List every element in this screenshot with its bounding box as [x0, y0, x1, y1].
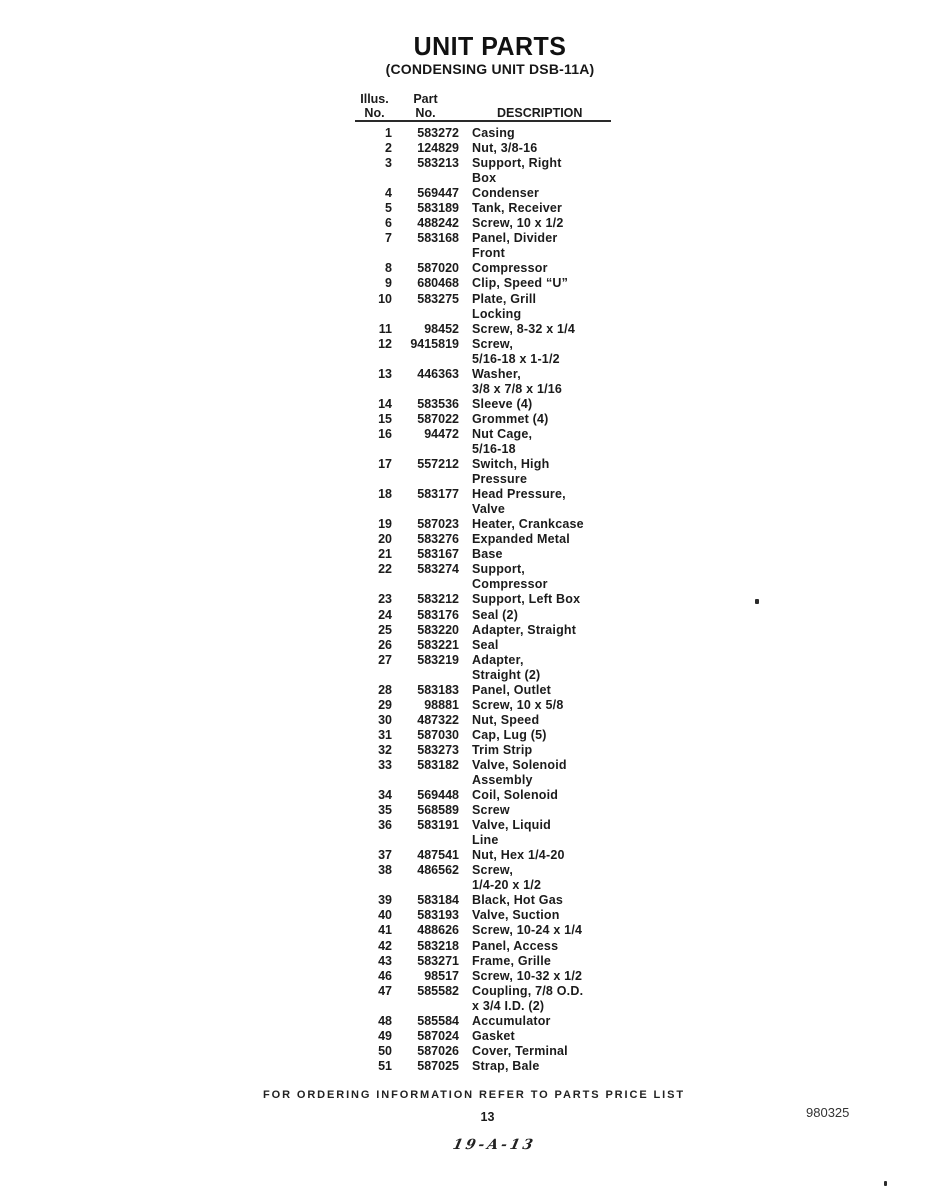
description-cell: Expanded Metal: [472, 532, 570, 547]
table-row: [357, 653, 627, 668]
table-header: [357, 92, 613, 120]
header-rule: [355, 120, 611, 122]
handwritten-note: 19-A-13: [451, 1137, 538, 1153]
table-row: [357, 969, 627, 984]
description-cell: Front: [472, 246, 505, 261]
part-no-cell: 587020: [417, 261, 459, 276]
table-row: [357, 1059, 627, 1074]
illus-no-cell: 9: [385, 276, 392, 291]
table-row: [357, 698, 627, 713]
part-no-cell: 94472: [424, 426, 459, 441]
description-cell: Heater, Crankcase: [472, 517, 584, 532]
table-row: [357, 908, 627, 923]
part-no-cell: 583271: [417, 953, 459, 968]
part-no-cell: 583536: [417, 396, 459, 411]
illus-no-cell: 30: [378, 712, 392, 727]
table-row: [357, 292, 627, 307]
table-row: [357, 201, 627, 216]
illus-no-cell: 29: [378, 697, 392, 712]
part-no-cell: 585584: [417, 1013, 459, 1028]
description-cell: Screw, 10 x 1/2: [472, 216, 564, 231]
part-no-cell: 587025: [417, 1058, 459, 1073]
illus-no-cell: 37: [378, 848, 392, 863]
description-cell: Condenser: [472, 186, 540, 201]
description-cell: 1/4-20 x 1/2: [472, 878, 542, 893]
description-cell: Adapter,: [472, 652, 524, 667]
table-row: [357, 141, 627, 156]
table-row: [357, 547, 627, 562]
scan-speck: [755, 599, 759, 604]
table-row-continuation: [357, 382, 627, 397]
table-row: [357, 261, 627, 276]
description-cell: Valve, Liquid: [472, 818, 552, 833]
illus-no-cell: 47: [378, 983, 392, 998]
table-row: [357, 954, 627, 969]
table-row: [357, 713, 627, 728]
part-no-cell: 583183: [417, 682, 459, 697]
illus-no-cell: 16: [378, 426, 392, 441]
parts-table-body: [357, 126, 627, 1074]
illus-no-cell: 24: [378, 607, 392, 622]
description-cell: Nut, Speed: [472, 712, 540, 727]
description-cell: Screw,: [472, 336, 514, 351]
description-cell: Screw, 10 x 5/8: [472, 697, 564, 712]
part-no-cell: 583177: [417, 487, 459, 502]
description-cell: Compressor: [472, 261, 548, 276]
illus-no-cell: 43: [378, 953, 392, 968]
illus-no-cell: 7: [385, 231, 392, 246]
illus-no-cell: 39: [378, 893, 392, 908]
description-cell: Grommet (4): [472, 411, 549, 426]
description-cell: Panel, Outlet: [472, 682, 552, 697]
table-row: [357, 788, 627, 803]
table-row: [357, 863, 627, 878]
description-cell: Panel, Access: [472, 938, 559, 953]
illus-no-cell: 11: [378, 321, 392, 336]
illus-no-cell: 31: [378, 727, 392, 742]
table-row: [357, 939, 627, 954]
description-cell: 3/8 x 7/8 x 1/16: [472, 381, 563, 396]
illus-no-cell: 3: [385, 156, 392, 171]
illus-no-cell: 17: [378, 457, 392, 472]
part-no-cell: 583176: [417, 607, 459, 622]
table-row: [357, 623, 627, 638]
illus-no-cell: 32: [378, 742, 392, 757]
illus-no-cell: 27: [378, 652, 392, 667]
description-cell: Strap, Bale: [472, 1058, 540, 1073]
description-cell: Nut Cage,: [472, 426, 533, 441]
table-row: [357, 517, 627, 532]
description-cell: Screw,: [472, 863, 514, 878]
illus-no-cell: 2: [385, 141, 392, 156]
illus-no-cell: 42: [378, 938, 392, 953]
illus-no-cell: 18: [378, 487, 392, 502]
description-cell: Sleeve (4): [472, 396, 533, 411]
illus-no-cell: 48: [378, 1013, 392, 1028]
part-no-cell: 488626: [417, 923, 459, 938]
illus-no-cell: 8: [385, 261, 392, 276]
description-cell: Switch, High: [472, 457, 550, 472]
part-no-cell: 583182: [417, 757, 459, 772]
description-cell: Plate, Grill: [472, 291, 537, 306]
part-no-cell: 569447: [417, 186, 459, 201]
description-cell: Straight (2): [472, 667, 541, 682]
table-row: [357, 412, 627, 427]
part-no-cell: 583219: [417, 652, 459, 667]
description-cell: Base: [472, 547, 503, 562]
illus-no-cell: 41: [378, 923, 392, 938]
part-no-cell: 587022: [417, 411, 459, 426]
page-title: UNIT PARTS: [413, 31, 567, 61]
description-cell: Screw, 10-24 x 1/4: [472, 923, 583, 938]
illus-no-cell: 49: [378, 1028, 392, 1043]
table-row: [357, 893, 627, 908]
part-no-cell: 583184: [417, 893, 459, 908]
part-no-cell: 487541: [417, 848, 459, 863]
illus-no-cell: 10: [378, 291, 392, 306]
table-row-continuation: [357, 442, 627, 457]
description-cell: Nut, Hex 1/4-20: [472, 848, 565, 863]
illus-no-cell: 25: [378, 622, 392, 637]
part-no-cell: 583273: [417, 742, 459, 757]
table-row-continuation: [357, 878, 627, 893]
table-row-continuation: [357, 668, 627, 683]
doc-number: 980325: [806, 1105, 850, 1120]
table-row-continuation: [357, 577, 627, 592]
part-no-cell: 680468: [417, 276, 459, 291]
description-cell: Washer,: [472, 366, 521, 381]
table-row-continuation: [357, 352, 627, 367]
part-no-cell: 583189: [417, 201, 459, 216]
part-no-cell: 486562: [417, 863, 459, 878]
illus-no-cell: 26: [378, 637, 392, 652]
table-row: [357, 532, 627, 547]
description-cell: Seal (2): [472, 607, 519, 622]
part-no-cell: 587026: [417, 1043, 459, 1058]
illus-no-cell: 1: [385, 126, 392, 140]
illus-no-cell: 15: [378, 411, 392, 426]
part-no-cell: 98517: [424, 968, 459, 983]
description-cell: Coil, Solenoid: [472, 788, 559, 803]
illus-no-cell: 21: [378, 547, 392, 562]
table-row: [357, 1029, 627, 1044]
part-no-cell: 583218: [417, 938, 459, 953]
part-no-cell: 583220: [417, 622, 459, 637]
description-cell: Adapter, Straight: [472, 622, 577, 637]
table-row: [357, 322, 627, 337]
description-cell: Panel, Divider: [472, 231, 558, 246]
part-no-cell: 446363: [417, 366, 459, 381]
table-header-line-2: [357, 106, 613, 120]
part-no-cell: 487322: [417, 712, 459, 727]
table-row: [357, 216, 627, 231]
illus-no-cell: 51: [378, 1058, 392, 1073]
description-cell: Gasket: [472, 1028, 515, 1043]
illus-no-cell: 14: [378, 396, 392, 411]
part-no-cell: 98881: [424, 697, 459, 712]
table-row: [357, 683, 627, 698]
part-no-cell: 587030: [417, 727, 459, 742]
part-no-cell: 583275: [417, 291, 459, 306]
description-cell: Clip, Speed “U”: [472, 276, 569, 291]
description-header: DESCRIPTION: [497, 106, 583, 120]
illus-no-cell: 38: [378, 863, 392, 878]
description-cell: Frame, Grille: [472, 953, 552, 968]
description-cell: Support, Right: [472, 156, 562, 171]
description-header-spacer: [459, 92, 613, 106]
illus-no-cell: 34: [378, 788, 392, 803]
description-cell: Support,: [472, 562, 525, 577]
table-row-continuation: [357, 502, 627, 517]
description-cell: Valve, Solenoid: [472, 757, 567, 772]
description-cell: x 3/4 I.D. (2): [472, 998, 545, 1013]
part-no-cell: 587024: [417, 1028, 459, 1043]
illus-no-cell: 20: [378, 532, 392, 547]
part-no-cell: 583274: [417, 562, 459, 577]
table-row: [357, 743, 627, 758]
part-no-cell: 583167: [417, 547, 459, 562]
table-row: [357, 592, 627, 607]
table-row: [357, 562, 627, 577]
table-row-continuation: [357, 246, 627, 261]
illus-no-cell: 35: [378, 803, 392, 818]
illus-no-header-line2: No.: [364, 106, 385, 120]
table-row-continuation: [357, 833, 627, 848]
part-no-cell: 124829: [417, 141, 459, 156]
part-no-cell: 488242: [417, 216, 459, 231]
table-row: [357, 427, 627, 442]
table-row: [357, 397, 627, 412]
table-row: [357, 487, 627, 502]
description-cell: Seal: [472, 637, 499, 652]
description-cell: Nut, 3/8-16: [472, 141, 538, 156]
part-no-cell: 585582: [417, 983, 459, 998]
table-row: [357, 1014, 627, 1029]
description-cell: Cap, Lug (5): [472, 727, 547, 742]
table-row-continuation: [357, 472, 627, 487]
description-cell: Tank, Receiver: [472, 201, 563, 216]
description-cell: Head Pressure,: [472, 487, 566, 502]
part-no-cell: 9415819: [410, 336, 459, 351]
part-no-header-line2: No.: [415, 106, 436, 120]
table-header-line-1: [357, 92, 613, 106]
part-no-cell: 583191: [417, 818, 459, 833]
table-row: [357, 984, 627, 999]
description-cell: Casing: [472, 126, 515, 140]
description-cell: Accumulator: [472, 1013, 551, 1028]
part-no-cell: 583272: [417, 126, 459, 140]
description-cell: Cover, Terminal: [472, 1043, 568, 1058]
illus-no-cell: 40: [378, 908, 392, 923]
part-no-cell: 98452: [424, 321, 459, 336]
description-cell: Assembly: [472, 773, 533, 788]
description-cell: 5/16-18: [472, 441, 516, 456]
illus-no-cell: 12: [378, 336, 392, 351]
part-no-header: Part: [413, 92, 438, 106]
table-row: [357, 126, 627, 141]
table-row: [357, 923, 627, 938]
table-row-continuation: [357, 999, 627, 1014]
illus-no-cell: 6: [385, 216, 392, 231]
table-row: [357, 337, 627, 352]
table-row: [357, 186, 627, 201]
part-no-cell: 583212: [417, 592, 459, 607]
description-cell: Valve, Suction: [472, 908, 560, 923]
table-row: [357, 803, 627, 818]
description-cell: Compressor: [472, 577, 548, 592]
description-cell: Trim Strip: [472, 742, 533, 757]
illus-no-cell: 13: [378, 366, 392, 381]
table-row: [357, 758, 627, 773]
illus-no-cell: 19: [378, 517, 392, 532]
part-no-cell: 583213: [417, 156, 459, 171]
part-no-cell: 569448: [417, 788, 459, 803]
illus-no-cell: 28: [378, 682, 392, 697]
table-row: [357, 231, 627, 246]
table-row: [357, 638, 627, 653]
illus-no-cell: 46: [378, 968, 392, 983]
table-row-continuation: [357, 171, 627, 186]
illus-no-cell: 36: [378, 818, 392, 833]
table-row: [357, 608, 627, 623]
part-no-cell: 583168: [417, 231, 459, 246]
description-cell: Pressure: [472, 472, 528, 487]
ordering-note: FOR ORDERING INFORMATION REFER TO PARTS PRICE LIST: [263, 1089, 685, 1101]
illus-no-cell: 33: [378, 757, 392, 772]
part-no-cell: 557212: [417, 457, 459, 472]
table-row: [357, 848, 627, 863]
description-cell: Support, Left Box: [472, 592, 581, 607]
description-cell: 5/16-18 x 1-1/2: [472, 351, 560, 366]
illus-no-header: Illus.: [360, 92, 389, 106]
illus-no-cell: 22: [378, 562, 392, 577]
description-cell: Coupling, 7/8 O.D.: [472, 983, 584, 998]
part-no-cell: 568589: [417, 803, 459, 818]
table-row: [357, 457, 627, 472]
table-row: [357, 818, 627, 833]
page-subtitle: (CONDENSING UNIT DSB-11A): [385, 61, 595, 77]
description-cell: Screw: [472, 803, 510, 818]
part-no-cell: 587023: [417, 517, 459, 532]
table-row: [357, 367, 627, 382]
description-cell: Black, Hot Gas: [472, 893, 564, 908]
description-cell: Screw, 10-32 x 1/2: [472, 968, 583, 983]
table-row-continuation: [357, 307, 627, 322]
table-row: [357, 276, 627, 291]
scan-speck: [884, 1181, 887, 1186]
table-row: [357, 1044, 627, 1059]
description-cell: Screw, 8-32 x 1/4: [472, 321, 576, 336]
table-row: [357, 156, 627, 171]
description-cell: Line: [472, 833, 499, 848]
illus-no-cell: 50: [378, 1043, 392, 1058]
table-row: [357, 728, 627, 743]
description-cell: Valve: [472, 502, 505, 517]
description-cell: Locking: [472, 306, 522, 321]
table-row-continuation: [357, 773, 627, 788]
illus-no-cell: 23: [378, 592, 392, 607]
illus-no-cell: 5: [385, 201, 392, 216]
page-number: 13: [480, 1110, 495, 1124]
part-no-cell: 583193: [417, 908, 459, 923]
illus-no-cell: 4: [385, 186, 392, 201]
part-no-cell: 583221: [417, 637, 459, 652]
part-no-cell: 583276: [417, 532, 459, 547]
description-cell: Box: [472, 171, 497, 186]
